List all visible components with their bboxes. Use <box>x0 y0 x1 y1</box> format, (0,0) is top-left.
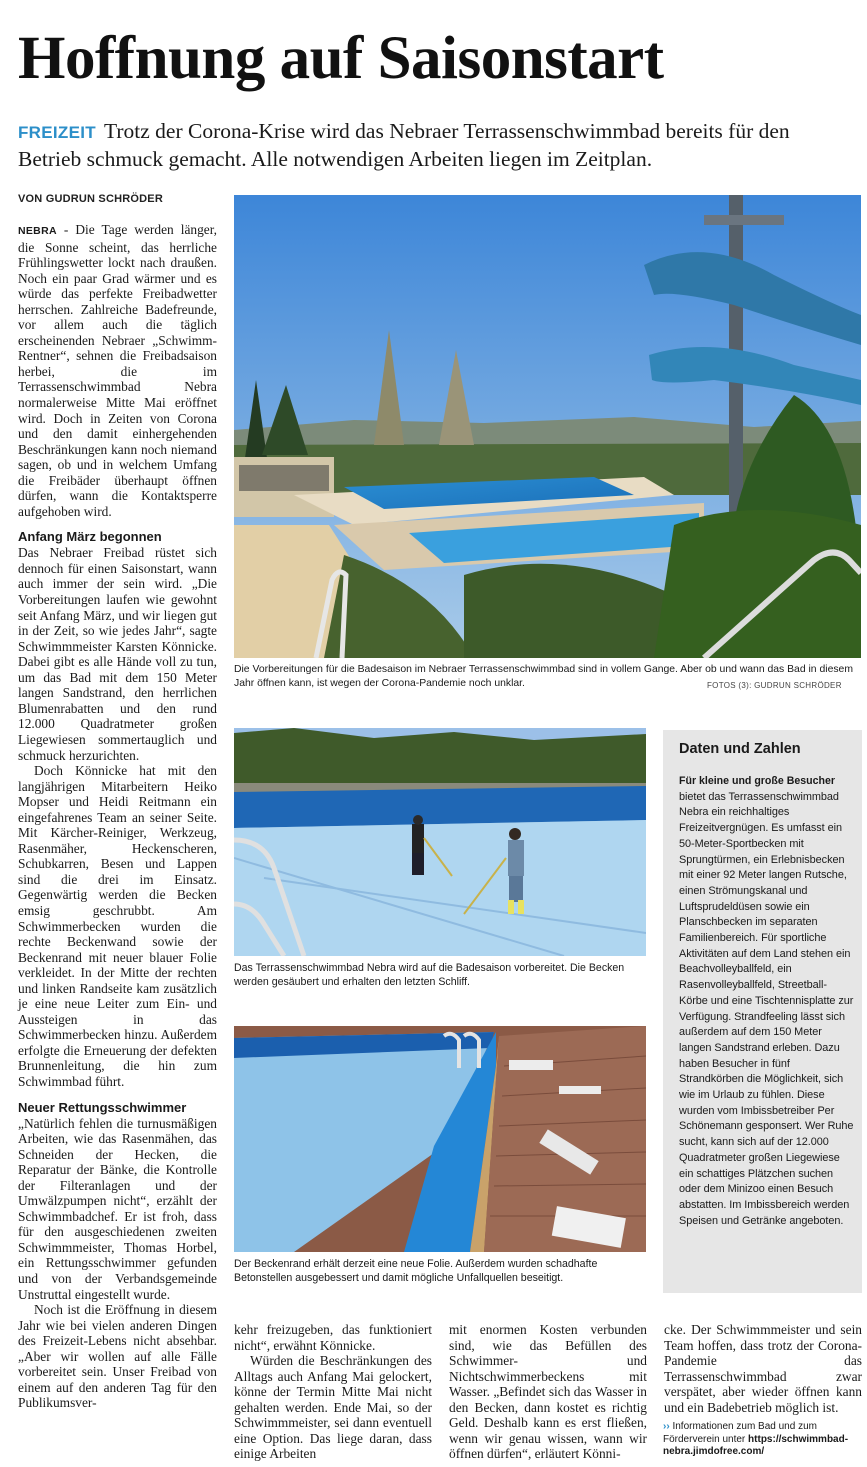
headline: Hoffnung auf Saisonstart <box>18 25 664 92</box>
lead-text: Trotz der Corona-Krise wird das Nebraer Terrassenschwimmbad bereits für den Betrieb schmuck gemacht. Alle notwendigen Arbeiten liegen im Zeitplan. <box>18 119 790 171</box>
byline: VON GUDRUN SCHRÖDER <box>18 193 163 205</box>
main-photo-pool-overview <box>234 195 861 658</box>
photo-pool-edge-foil <box>234 1026 646 1252</box>
info-link-text: Informationen zum Bad und zum Förderverein unter <box>663 1421 817 1445</box>
main-photo-caption: Die Vorbereitungen für die Badesaison im Nebraer Terrassenschwimmbad sind in vollem Gange. Aber ob und wann das Bad in diesem Jahr öffnen kann, ist wegen der Corona-Pandemie noch unklar. <box>234 664 853 689</box>
section-kicker: FREIZEIT <box>18 123 96 142</box>
article-column-4 <box>664 1322 862 1415</box>
article-column-3 <box>449 1322 647 1462</box>
info-link-note <box>663 1421 862 1459</box>
facts-infobox <box>663 730 862 1293</box>
article-paragraph: cke. Der Schwimmmeister und sein Team hoffen, dass trotz der Corona-Pandemie das Terrassenschwimmbad zwar verspätet, aber wieder öffnen kann und ein Badebetrieb möglich ist. <box>664 1322 862 1415</box>
photo-pool-cleaning <box>234 728 646 956</box>
photo-credit: FOTOS (3): GUDRUN SCHRÖDER <box>707 681 842 690</box>
paragraph-text: - Die Tage werden länger, die Sonne scheint, das herrliche Frühlingswetter lockt nach draußen. Noch ein paar Grad wärmer und es würde das perfekte Freibadwetter herrschen. Zahlreiche Badefreunde, vor allem auch die täglich erscheinenden Nebraer „Schwimm-Rentner“, sehnen die Freibadsaison herbei, die im Terrassenschwimmbad Nebra normalerweise Mitte Mai eröffnet wird. Doch in Zeiten von Corona und den damit einhergehenden Beschränkungen kann noch niemand sagen, ob und in welchem Umfang die Freibäder überhaupt öffnen dürfen, wann die Kontaktsperre aufgehoben wird. <box>18 222 217 519</box>
article-paragraph: Noch ist die Eröffnung in diesem Jahr wie bei vielen anderen Dingen des Freizeit-Lebens nicht absehbar. „Aber wir wollen auf alle Fälle vorbereitet sein. Unser Freibad von einem auf den anderen Tag für den Publikumsver- <box>18 1302 217 1411</box>
infobox-text: bietet das Terrassenschwimmbad Nebra ein reichhaltiges Freizeitvergnügen. Es umfasst ein 50-Meter-Sportbecken mit Sprungtürmen, ein Erlebnisbecken mit einer 92 Meter langen Rutsche, einen Strömungskanal und Luftsprudeldüsen sowie ein Planschbecken im separaten Familienbereich. Für sportliche Aktivitäten auf dem Land stehen ein Beachvolleyballfeld, ein Rasenvolleyballfeld, Streetball-Körbe und eine Tischtennisplatte zur Verfügung. Strandfeeling lässt sich außerdem auf dem 150 Meter langen Sandstrand erleben. Dazu haben Besucher in fünf Strandkörben die Möglichkeit, sich wie im Urlaub zu fühlen. Diese wurden vom Imbissbetreiber Per Schönemann gesponsert. Wer Ruhe sucht, kann sich auf der 12.000 Quadratmeter großen Liegewiese ein schattiges Plätzchen suchen oder dem Minizoo einen Besuch abstatten. Im Imbissbereich werden Speisen und Getränke angeboten. <box>679 790 854 1227</box>
article-column-2 <box>234 1322 432 1462</box>
article-column-1 <box>18 222 217 1411</box>
article-paragraph: Doch Könnicke hat mit den langjährigen Mitarbeitern Heiko Mopser und Heidi Reitmann ein eingefahrenes Team an seiner Seite. Mit Kärcher-Reiniger, Werkzeug, Rasenmäher, Heckenscheren, Schubkarren, Besen und Lappen sind die drei im Einsatz. Gegenwärtig werden die Becken emsig geschrubbt. Am Schwimmerbecken wurden die rechte Beckenwand sowie der Beckenrand mit neuer blauer Folie verkleidet. In der Mitte der rechten und linken Randseite kam zusätzlich je eine neue Leiter zum Ein- und Aussteigen in das Schwimmerbecken hinzu. Außerdem erfolgte die Erneuerung der defekten Brunnenleitung, die hin zum Schwimmbad führt. <box>18 763 217 1089</box>
article-paragraph: „Natürlich fehlen die turnusmäßigen Arbeiten, wie das Rasenmähen, das Schneiden der Hecken, die Reparatur der Bänke, die Kontrolle der Filteranlagen und der Umwälzpumpen nicht“, erzählt der Schwimmbadchef. Er ist froh, dass für den ausgeschiedenen zweiten Schwimmmeister, Thomas Horbel, ein Rettungsschwimmer gefunden und von der Verbandsgemeinde Unstruttal eingestellt wurde. <box>18 1115 217 1302</box>
lead-paragraph <box>18 118 853 172</box>
article-paragraph: Würden die Beschränkungen des Alltags auch Anfang Mai gelockert, könne der Termin Mitte Mai nicht gehalten werden. Ende Mai, so der Schwimmmeister, sei dann eventuell eine Option. Das liege daran, dass einige Arbeiten <box>234 1353 432 1462</box>
article-paragraph: mit enormen Kosten verbunden sind, wie das Befüllen des Schwimmer- und Nichtschwimmerbeckens mit Wasser. „Befindet sich das Wasser in den Becken, dann kostet es richtig Geld. Deshalb kann es erst fließen, wenn wir genau wissen, wann wir öffnen dürfen“, erläutert Könni- <box>449 1322 647 1462</box>
infobox-subheading: Für kleine und große Besucher <box>679 775 835 787</box>
subheading: Neuer Rettungsschwimmer <box>18 1099 187 1115</box>
infobox-title: Daten und Zahlen <box>679 741 801 757</box>
subheading: Anfang März begonnen <box>18 529 162 545</box>
dateline: NEBRA <box>18 225 57 237</box>
second-photo-caption: Das Terrassenschwimmbad Nebra wird auf die Badesaison vorbereitet. Die Becken werden gesäubert und erhalten den letzten Schliff. <box>234 962 625 988</box>
article-paragraph <box>18 222 217 519</box>
arrow-icon: ›› <box>663 1421 670 1432</box>
article-paragraph: kehr freizugeben, das funktioniert nicht“, erwähnt Könnicke. <box>234 1322 432 1353</box>
third-photo-caption: Der Beckenrand erhält derzeit eine neue Folie. Außerdem wurden schadhafte Betonstellen ausgebessert und damit mögliche Unfallquellen beseitigt. <box>234 1258 598 1284</box>
article-paragraph: Das Nebraer Freibad rüstet sich dennoch für einen Saisonstart, wann auch immer der sein wird. „Die Vorbereitungen laufen wie gewohnt seit Anfang März, und wir liegen gut in der Zeit, so wie jedes Jahr“, sagte Schwimmmeister Karsten Könnicke. Dabei gibt es alle Hände voll zu tun, um das Bad mit dem 150 Meter langen Sandstrand, den herrlichen Blumenrabatten und den rund 12.000 Quadratmeter großen Liegewiesen sommertauglich und schmuck herzurichten. <box>18 545 217 763</box>
website-link[interactable]: https://schwimmbad-nebra.jimdofree.com/ <box>663 1433 849 1457</box>
